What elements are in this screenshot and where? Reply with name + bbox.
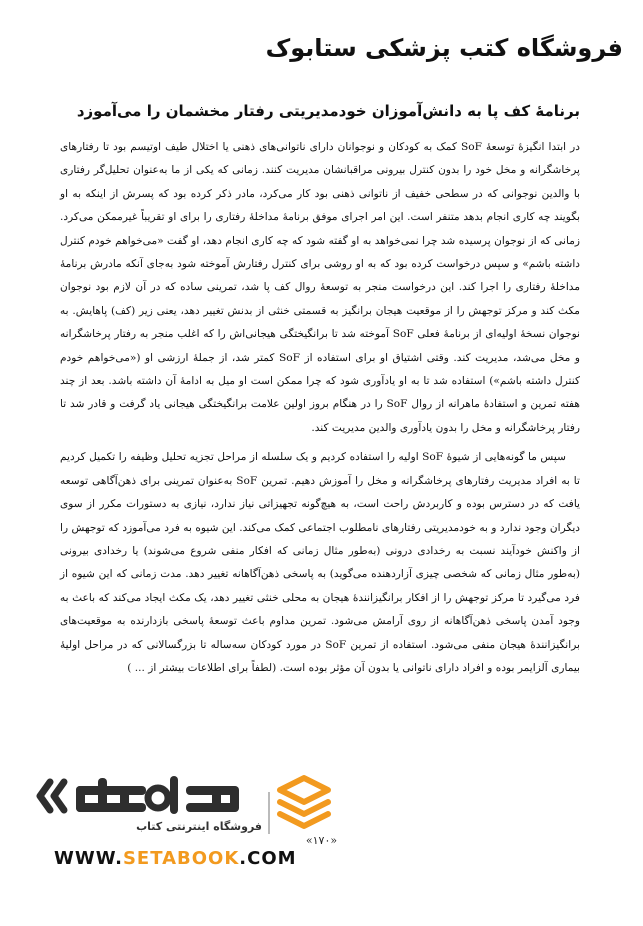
- paragraph-2: سپس ما گونه‌هایی از شیوهٔ SoF اولیه را استفاده کردیم و یک سلسله از مراحل تجزیه تحلیل وظیفه را تکمیل کردیم تا به افراد مدیریت رفتارهای پرخاشگرانه و مخل را آموزش دهیم. تمرین SoF به‌عنوان تمرینی برای ذهن‌آگاهی توسعه یافت که در دسترس بوده و کاربردش راحت است، به هیچ‌گونه تجهیزاتی نیاز ندارد، نیازی به دستورات مکرر از سوی دیگران وجود ندارد و به خودمدیریتی رفتارهای نامطلوب اجتماعی کمک می‌کند. این شیوه به فرد می‌آموزد که توجهش را از واکنش خودآیند نسبت به رخدادی درونی (به‌طور مثال زمانی که افکار منفی شروع می‌شوند) یا رخدادی بیرونی (به‌طور مثال زمانی که شخصی چیزی آزاردهنده می‌گوید) به پاسخی ذهن‌آگاهانه تغییر دهد. مدت زمانی که این شیوه از فرد می‌گیرد تا مرکز توجهش را از افکار برانگیزانندهٔ هیجان به محلی خنثی تغییر دهد، یک مکث ایجاد می‌کند که باعث به وجود آمدن پاسخی ذهن‌آگاهانه از روی آرامش می‌شود. تمرین مداوم باعث توسعهٔ پاسخی بازدارنده به موقعیت‌های برانگیزانندهٔ هیجان منفی می‌شود. استفاده از تمرین SoF در مورد کودکان سه‌ساله تا بزرگسالانی که در مراحل اولیهٔ بیماری آلزایمر بوده و افراد دارای ناتوانی یا بدون آن مؤثر بوده است. (لطفاً برای اطلاعات بیشتر از ... ): [60, 451, 580, 674]
- article-title: برنامهٔ کف پا به دانش‌آموزان خودمدیریتی رفتار مخشمان را می‌آموزد: [76, 102, 580, 120]
- watermark-url-suffix: .COM: [239, 848, 297, 869]
- watermark-url-brand: SETABOOK: [122, 848, 240, 869]
- page-number: «۱۷۰»: [305, 834, 338, 847]
- watermark-divider: [268, 792, 270, 834]
- paragraph-1: در ابتدا انگیزهٔ توسعهٔ SoF کمک به کودکان و نوجوانان دارای ناتوانی‌های ذهنی یا اختلال طیف اوتیسم بود تا رفتارهای پرخاشگرانه و مخل خود را بدون کنترل بیرونی مراقبانشان مدیریت کنند. زمانی که یکی از ما به‌عنوان تحلیل‌گر رفتاری با والدین نوجوانی که در سطحی خفیف از ناتوانی ذهنی بود کار می‌کرد، مادر ذکر کرده بود که پسرش از اینکه به او بگویند چه کاری انجام بدهد متنفر است. این امر اجرای موفق برنامهٔ مداخلهٔ رفتاری را برای او تقریباً غیرممکن می‌کرد. زمانی که از نوجوان پرسیده شد چرا نمی‌خواهد به او گفته شود که چه کاری انجام دهد، او گفت «می‌خواهم خودم کنترل داشته باشم» و سپس درخواست کرده بود که به او روشی برای کنترل رفتارش آموخته شود به‌جای آنکه مادرش برنامهٔ مداخلهٔ رفتاری را اجرا کند. این درخواست منجر به توسعهٔ روال کف پا شد، تمرینی ساده که در آن لازم بود نوجوان مکث کند و مرکز توجهش را از موقعیت هیجان برانگیز به قسمتی خنثی از بدنش تغییر دهد، یعنی زیر (کف) پاهایش. به نوجوان نسخهٔ اولیه‌ای از برنامهٔ فعلی SoF آموخته شد تا برانگیختگی هیجانی‌اش را که اغلب منجر به رفتار پرخاشگرانه و مخل می‌شد، مدیریت کند. وقتی اشتیاق او برای استفاده از SoF کمتر شد، از جملهٔ ارزشی او («می‌خواهم خودم کنترل داشته باشم») استفاده شد تا به او یادآوری شود که چرا ممکن است او میل به ادامهٔ آن داشته باشد. بعد از چند هفته تمرین و استفادهٔ ماهرانه از روال SoF را در هنگام بروز اولین علامت برانگیختگی هیجانی یاد گرفت و قادر شد تا رفتار پرخاشگرانه و مخل را بدون یادآوری والدین مدیریت کند.: [60, 141, 581, 434]
- setabook-watermark: [36, 768, 336, 908]
- watermark-url[interactable]: [54, 848, 297, 869]
- watermark-url-prefix: WWW.: [54, 848, 123, 869]
- setabook-logo-icon: [36, 768, 336, 848]
- watermark-subtitle: فروشگاه اینترنتی کتاب: [136, 820, 262, 833]
- store-title: فروشگاه کتب پزشکی ستابوک: [265, 34, 623, 62]
- article: [60, 100, 580, 680]
